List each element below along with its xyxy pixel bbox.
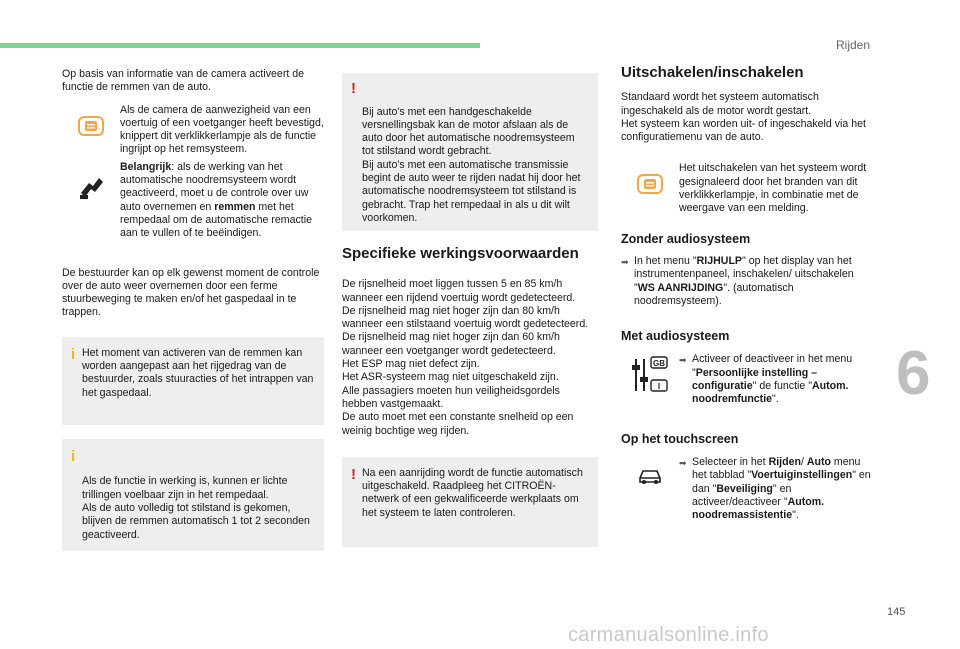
warning-lamp-row	[62, 104, 324, 157]
bullet-icon: ➡	[621, 256, 629, 267]
driver-control-text: De bestuurder kan op elk gewenst moment de controle over de auto weer overnemen door een ferme stuurbeweging te maken en/of het gaspedaal in te trappen.	[62, 266, 320, 319]
touchscreen-step: ➡ Selecteer in het Rijden/ Auto menu het tabblad "Voertuiginstellingen" en dan "Beveiliging" en activeer/deactiveer "Autom. noodremassistentie".	[679, 455, 871, 522]
heading-with-audio: Met audiosysteem	[621, 329, 730, 344]
warning-note-1: ! Bij auto's met een handgeschakelde versnellingsbak kan de motor afslaan als de auto door het automatische noodremsysteem tot stilstand wordt gebracht. Bij auto's met een automatische transmissie begint de auto weer te rijden nadat hij door het automatische noodremsysteem tot stilstand is gebracht. Trap het rempedaal in als u dit wilt voorkomen.	[342, 73, 598, 231]
settings-sliders-icon	[621, 353, 679, 395]
page-number: 145	[887, 606, 906, 618]
warning-icon: !	[351, 465, 356, 483]
warning-icon: !	[351, 80, 356, 97]
brake-warning-icon	[62, 104, 120, 136]
section-heading-toggle: Uitschakelen/inschakelen	[621, 64, 804, 81]
section-heading-conditions: Specifieke werkingsvoorwaarden	[342, 245, 579, 262]
toggle-intro: Standaard wordt het systeem automatisch ingeschakeld als de motor wordt gestart. Het systeem kan worden uit- of ingeschakeld via het configuratiemenu van de auto.	[621, 91, 866, 144]
info-icon: i	[71, 447, 76, 465]
important-text: Belangrijk: als de werking van het automatische noodremsysteem wordt geactiveerd, moet u de controle over uw auto overnemen en remmen met het rempedaal om de automatische remactie aan te vullen of te beëindigen.	[120, 160, 312, 240]
important-row	[62, 161, 324, 241]
touchscreen-row	[621, 456, 871, 522]
warning-note-2: ! Na een aanrijding wordt de functie automatisch uitgeschakeld. Raadpleeg het CITROËN-netwerk of een gekwalificeerde werkplaats om het systeem te laten controleren.	[342, 457, 598, 547]
info-icon: i	[71, 345, 76, 363]
disable-lamp-text: Het uitschakelen van het systeem wordt gesignaleerd door het branden van dit verklikkerlampje, in combinatie met de weergave van een melding.	[679, 162, 867, 215]
brake-off-warning-icon	[621, 162, 679, 194]
with-audio-step: ➡ Activeer of deactiveer in het menu "Persoonlijke instelling – configuratie" de functie "Autom. noodremfunctie".	[679, 353, 853, 406]
column-2	[342, 73, 598, 547]
intro-text: Op basis van informatie van de camera activeert de functie de remmen van de auto.	[62, 68, 305, 94]
hand-pointer-icon	[62, 161, 120, 201]
car-settings-icon	[621, 456, 679, 486]
info-note-1: i Het moment van activeren van de remmen kan worden aangepast aan het rijgedrag van de bestuurder, zoals stuuracties of het intrappen van het gaspedaal.	[62, 337, 324, 425]
with-audio-row	[621, 353, 871, 406]
disable-lamp-row	[621, 162, 871, 215]
heading-touchscreen: Op het touchscreen	[621, 431, 739, 446]
bullet-icon: ➡	[679, 355, 687, 366]
conditions-text: De rijsnelheid moet liggen tussen 5 en 85 km/h wanneer een rijdend voertuig wordt gedetecteerd. De rijsnelheid mag niet hoger zijn dan 80 km/h wanneer een stilstaand voertuig wordt gedetecteerd. De rijsnelheid mag niet hoger zijn dan 60 km/h wanneer een voetganger wordt gedetecteerd. Het ESP mag niet defect zijn. Het ASR-systeem mag niet uitgeschakeld zijn. Alle passagiers moeten hun veiligheidsgordels hebben vastgemaakt. De auto moet met een constante snelheid op een weinig bochtige weg rijden.	[342, 278, 589, 437]
warning-lamp-text: Als de camera de aanwezigheid van een voertuig of een voetganger heeft bevestigd, knippert dit verklikkerlampje als de functie ingrijpt op het remsysteem.	[120, 103, 324, 156]
watermark: carmanualsonline.info	[568, 624, 769, 646]
info-note-2: i Als de functie in werking is, kunnen er lichte trillingen voelbaar zijn in het rempedaal. Als de auto volledig tot stilstand is gekomen, blijven de remmen automatisch 1 tot 2 seconden geactiveerd.	[62, 439, 324, 551]
heading-without-audio: Zonder audiosysteem	[621, 231, 751, 246]
without-audio-step: ➡ In het menu "RIJHULP" op het display van het instrumentenpaneel, inschakelen/ uitschakelen "WS AANRIJDING". (automatisch noodremsysteem).	[621, 254, 854, 307]
gb-label: GB	[653, 359, 665, 369]
section-color-bar	[0, 43, 480, 48]
chapter-number: 6	[896, 339, 931, 408]
i-label: I	[657, 382, 661, 392]
column-1	[62, 68, 324, 551]
bullet-icon: ➡	[679, 457, 687, 468]
section-title: Rijden	[836, 38, 871, 52]
column-3	[621, 66, 871, 522]
